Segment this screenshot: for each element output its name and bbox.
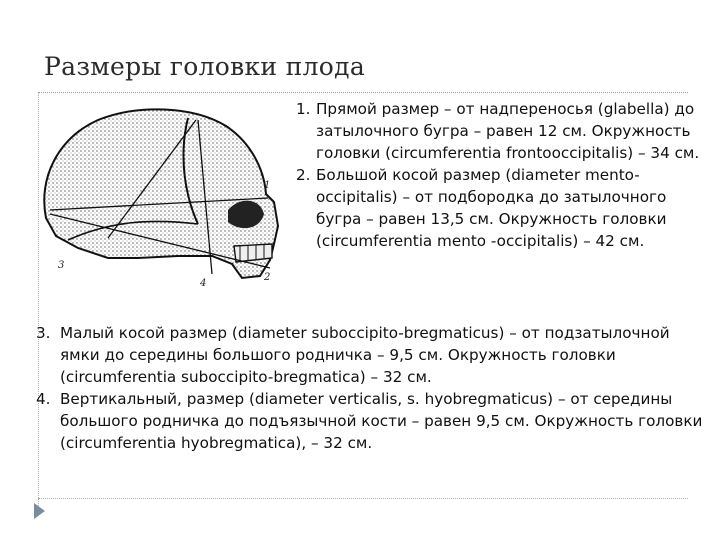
title-divider [38,92,688,93]
figure-label-3: 3 [58,260,65,271]
list-item [36,388,712,454]
list-item-number: 2. [296,166,311,184]
list-item-number: 3. [36,324,51,342]
dimension-list-bottom [36,322,712,454]
list-item-number: 1. [296,100,311,118]
slide-title: Размеры головки плода [44,52,366,81]
fetal-skull-figure [28,98,290,294]
list-item-number: 4. [36,390,51,408]
dimension-list-top [296,98,712,252]
list-item-text: Большой косой размер (diameter mento-occipitalis) – от подбородка до затылочного бугра – равен 13,5 см. Окружность головки (circumferentia mento -occipitalis) – 42 см. [316,166,667,250]
bottom-divider [38,498,688,499]
triangle-right-icon [34,503,45,519]
list-item [296,164,712,252]
list-item [36,322,712,388]
list-item [296,98,712,164]
list-item-text: Малый косой размер (diameter suboccipito-bregmaticus) – от подзатылочной ямки до середины большого родничка – 9,5 см. Окружность головки (circumferentia suboccipito-bregmatica) – 32 см. [60,324,670,386]
figure-label-4: 4 [200,278,207,289]
figure-label-2: 2 [264,272,271,283]
list-item-text: Прямой размер – от надпереносья (glabella) до затылочного бугра – равен 12 см. Окружность головки (circumferentia frontooccipitalis) – 34 см. [316,100,700,162]
list-item-text: Вертикальный, размер (diameter verticalis, s. hyobregmaticus) – от середины большого родничка до подъязычной кости – равен 9,5 см. Окружность головки (circumferentia hyobregmatica), – 32 см. [60,390,703,452]
figure-label-1: 1 [264,180,271,191]
